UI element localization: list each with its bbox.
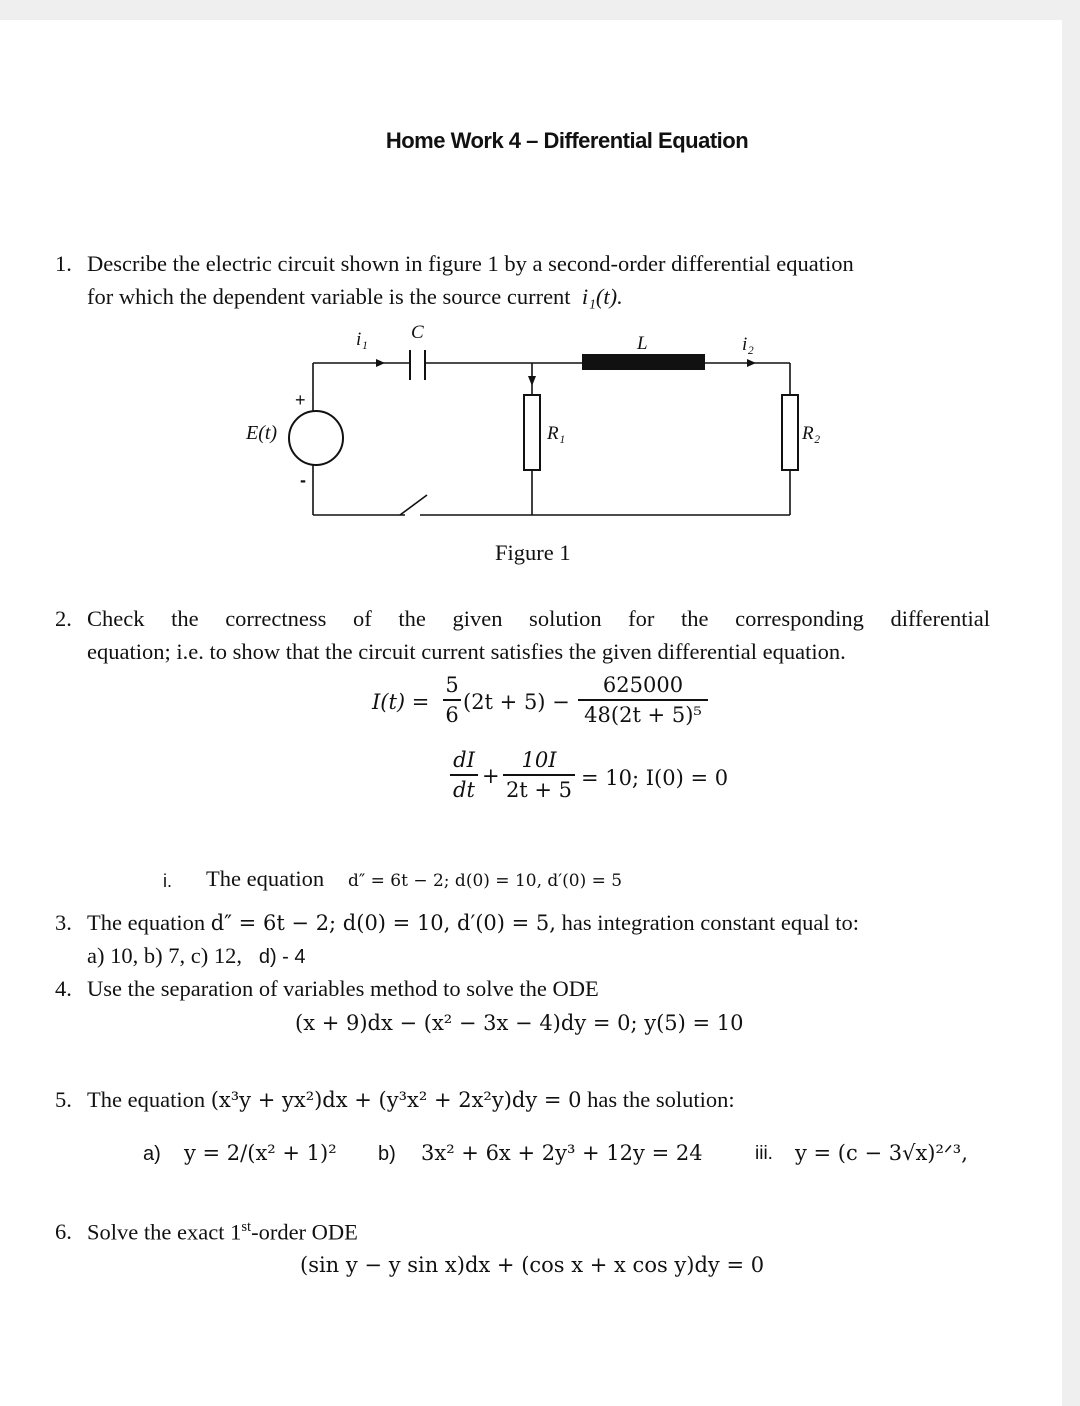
arrow-i1 [376, 359, 385, 367]
q5-opt-a: y = 2/(x² + 1)² [184, 1141, 337, 1165]
label-l: L [637, 333, 648, 354]
q2-line1: Check the correctness of the given solution for the corresponding differential [87, 606, 990, 631]
eq1-lhs: I(t) = [372, 690, 430, 714]
q4-text: Use the separation of variables method to solve the ODE [87, 976, 599, 1001]
eq1-frac: 5 6 [443, 673, 461, 727]
eq2-frac2: 10I 2t + 5 [503, 748, 575, 802]
q5-opt-a-marker: a) [143, 1143, 161, 1165]
q6-text: Solve the exact 1st-order ODE [87, 1219, 358, 1245]
eq1-frac2: 625000 48(2t + 5)⁵ [578, 673, 708, 727]
label-i2: i₂ [742, 334, 754, 355]
q2-line2: equation; i.e. to show that the circuit current satisfies the given differential equation. [87, 639, 846, 664]
resistor-r1 [524, 395, 540, 470]
label-r1: R₁ [547, 423, 566, 444]
label-plus: + [295, 390, 306, 410]
item-i-marker: i. [163, 871, 172, 891]
q2-number: 2. [55, 606, 72, 631]
eq2-frac: dI dt [450, 748, 478, 802]
q1-line1: Describe the electric circuit shown in figure 1 by a second-order differential equation [87, 251, 854, 276]
eq2-plus: + [482, 764, 500, 788]
q1-line2: for which the dependent variable is the source current i₁(t). [87, 284, 623, 309]
q5-opt-c-marker: iii. [755, 1143, 773, 1164]
q5-eq: (x³y + yx²)dx + (y³x² + 2x²y)dy = 0 [210, 1088, 582, 1112]
q5-opt-c: y = (c − 3√x)²ᐟ³, [795, 1141, 968, 1165]
q4-number: 4. [55, 976, 72, 1001]
q5-opt-b: 3x² + 6x + 2y³ + 12y = 24 [421, 1141, 703, 1165]
q3-number: 3. [55, 910, 72, 935]
circuit-diagram [0, 0, 1080, 620]
q5-number: 5. [55, 1087, 72, 1112]
label-c: C [411, 322, 424, 343]
label-e: E(t) [246, 422, 278, 444]
q5-line1: The equation (x³y + yx²)dx + (y³x² + 2x²y)dy = 0 has the solution: [87, 1087, 735, 1112]
q6-eq: (sin y − y sin x)dx + (cos x + x cos y)dy = 0 [300, 1253, 765, 1277]
inductor [582, 354, 705, 370]
q3-options: a) 10, b) 7, c) 12, d) - 4 [87, 943, 306, 968]
arrow-middle [528, 376, 536, 386]
label-minus: - [300, 470, 306, 490]
q3-eq: d″ = 6t − 2; d(0) = 10, d′(0) = 5, [210, 911, 556, 935]
arrow-i2 [747, 359, 756, 367]
q5-opt-b-marker: b) [378, 1143, 396, 1165]
q3-line1: The equation d″ = 6t − 2; d(0) = 10, d′(0) = 5, has integration constant equal to: [87, 910, 860, 935]
item-i-eq: d″ = 6t − 2; d(0) = 10, d′(0) = 5 [348, 871, 623, 891]
q1-number: 1. [55, 251, 72, 276]
resistor-r2 [782, 395, 798, 470]
eq2-rhs: = 10; I(0) = 0 [581, 766, 729, 790]
voltage-source [289, 411, 343, 465]
figure-caption: Figure 1 [495, 540, 571, 565]
q1-current: i₁(t). [581, 284, 623, 309]
label-r2: R₂ [802, 423, 821, 444]
eq1-mid: (2t + 5) − [463, 690, 570, 714]
q6-number: 6. [55, 1219, 72, 1244]
item-i-text: The equation [206, 866, 325, 891]
q4-eq: (x + 9)dx − (x² − 3x − 4)dy = 0; y(5) = 10 [295, 1011, 744, 1035]
page-title: Home Work 4 – Differential Equation [385, 128, 749, 153]
label-i1: i₁ [356, 329, 368, 350]
